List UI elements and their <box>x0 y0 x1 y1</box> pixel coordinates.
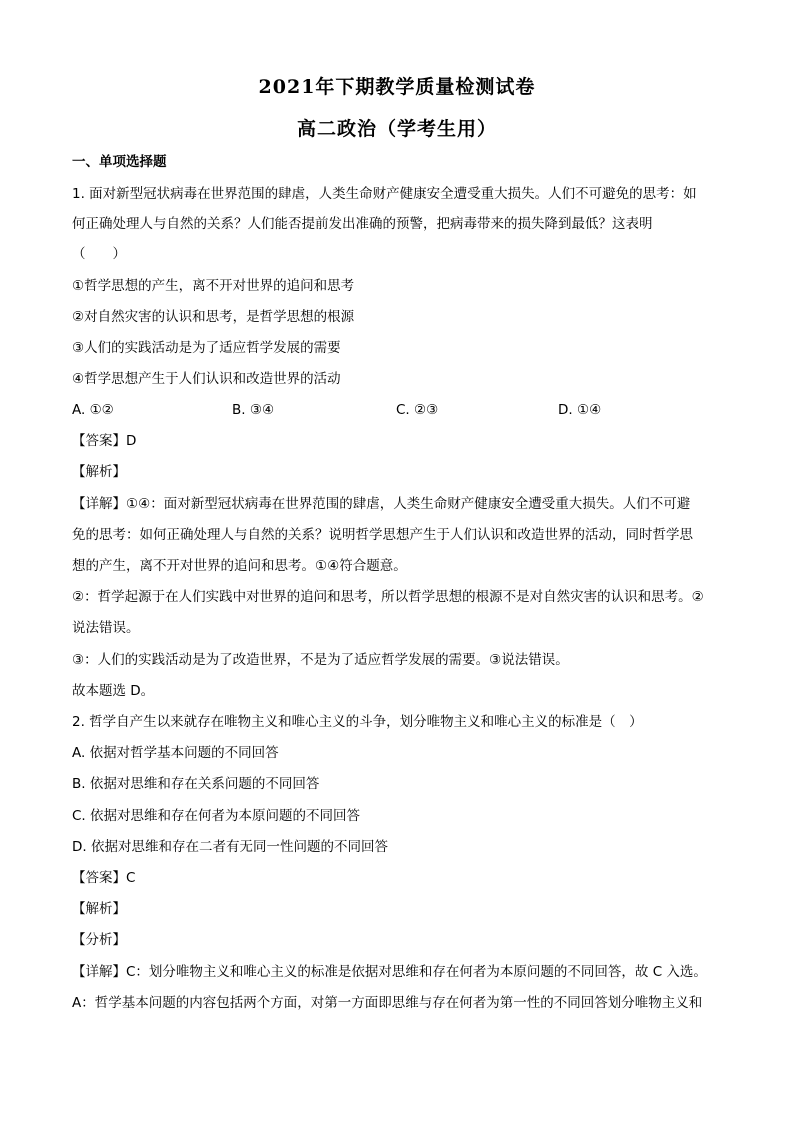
q2-option-c: C. 依据对思维和存在何者为本原问题的不同回答 <box>72 808 361 824</box>
exam-title: 2021年下期教学质量检测试卷 <box>258 76 536 98</box>
q1-detail-line-6: ③：人们的实践活动是为了改造世界，不是为了适应哲学发展的需要。③说法错误。 <box>72 652 569 668</box>
q1-detail-line-3: 想的产生，离不开对世界的追问和思考。①④符合题意。 <box>72 558 407 574</box>
q2-detail-line-1: 【详解】C：划分唯物主义和唯心主义的标准是依据对思维和存在何者为本原问题的不同回答，故 C 入选。 <box>72 964 707 980</box>
q1-statement-1: ①哲学思想的产生，离不开对世界的追问和思考 <box>72 278 355 294</box>
q1-statement-2: ②对自然灾害的认识和思考，是哲学思想的根源 <box>72 309 355 325</box>
q1-option-c: C. ②③ <box>396 402 439 418</box>
q2-stem: 2. 哲学自产生以来就存在唯物主义和唯心主义的斗争，划分唯物主义和唯心主义的标准是（ ） <box>72 714 643 730</box>
q1-detail-line-2: 免的思考：如何正确处理人与自然的关系？说明哲学思想产生于人们认识和改造世界的活动，同时哲学思 <box>72 527 693 543</box>
q1-statement-3: ③人们的实践活动是为了适应哲学发展的需要 <box>72 340 341 356</box>
q1-stem-line-1: 1. 面对新型冠状病毒在世界范围的肆虐，人类生命财产健康安全遭受重大损失。人们不可避免的思考：如 <box>72 186 697 202</box>
q2-option-d: D. 依据对思维和存在二者有无同一性问题的不同回答 <box>72 839 388 855</box>
q2-option-b: B. 依据对思维和存在关系问题的不同回答 <box>72 776 320 792</box>
q1-option-a: A. ①② <box>72 402 114 418</box>
q2-option-a: A. 依据对哲学基本问题的不同回答 <box>72 745 279 761</box>
q1-conclusion: 故本题选 D。 <box>72 683 155 699</box>
q1-answer-blank: （ ） <box>72 246 126 262</box>
q1-stem-line-2: 何正确处理人与自然的关系？人们能否提前发出准确的预警，把病毒带来的损失降到最低？这表明 <box>72 216 653 232</box>
q1-detail-line-4: ②：哲学起源于在人们实践中对世界的追问和思考，所以哲学思想的根源不是对自然灾害的认识和思考。② <box>72 589 704 605</box>
q2-answer: 【答案】C <box>72 870 136 886</box>
q1-statement-4: ④哲学思想产生于人们认识和改造世界的活动 <box>72 371 341 387</box>
q1-analysis-label: 【解析】 <box>72 464 126 480</box>
q1-detail-line-5: 说法错误。 <box>72 620 140 636</box>
q1-answer: 【答案】D <box>72 433 137 449</box>
q1-option-b: B. ③④ <box>232 402 275 418</box>
q2-analysis-label: 【解析】 <box>72 901 126 917</box>
q2-detail-line-2: A：哲学基本问题的内容包括两个方面，对第一方面即思维与存在何者为第一性的不同回答划分唯物主义和 <box>72 995 703 1011</box>
q1-detail-line-1: 【详解】①④：面对新型冠状病毒在世界范围的肆虐，人类生命财产健康安全遭受重大损失。人们不可避 <box>72 496 691 512</box>
exam-subtitle: 高二政治（学考生用） <box>296 118 497 140</box>
q1-option-d: D. ①④ <box>558 402 602 418</box>
section-heading: 一、单项选择题 <box>72 154 167 170</box>
q2-fenxi-label: 【分析】 <box>72 932 126 948</box>
